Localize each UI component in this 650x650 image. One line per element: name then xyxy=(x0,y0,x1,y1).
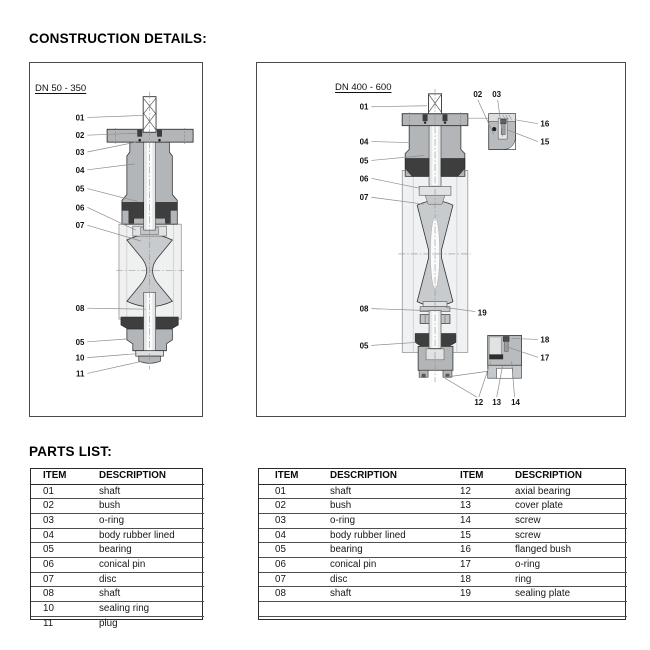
callout-label-05: 05 xyxy=(75,337,85,347)
detail-inset-top xyxy=(468,114,516,150)
callout-label-04: 04 xyxy=(75,165,85,175)
table-row xyxy=(259,602,627,617)
callout-label-08: 08 xyxy=(359,304,369,314)
callout-label-05: 05 xyxy=(359,341,369,351)
o-ring-detail xyxy=(492,127,496,131)
diagram-dn400-600 xyxy=(256,62,626,417)
description-cell: sealing plate xyxy=(499,587,627,602)
item-cell: 07 xyxy=(31,572,87,587)
item-cell xyxy=(444,602,499,617)
leader-line xyxy=(515,120,538,124)
table-row xyxy=(259,484,627,499)
item-cell: 18 xyxy=(444,572,499,587)
table-row xyxy=(31,513,204,528)
column-header: DESCRIPTION xyxy=(499,469,627,484)
description-cell: screw xyxy=(499,528,627,543)
item-cell: 07 xyxy=(259,572,314,587)
table-row xyxy=(31,499,204,514)
ring-detail xyxy=(503,336,509,341)
table-row xyxy=(259,543,627,558)
table-row xyxy=(31,528,204,543)
description-cell: o-ring xyxy=(87,513,204,528)
description-cell: shaft xyxy=(314,587,444,602)
dn-range-label: DN 400 - 600 xyxy=(335,82,392,93)
table-row xyxy=(259,513,627,528)
callout-label-16: 16 xyxy=(540,119,550,129)
item-cell: 11 xyxy=(43,617,54,629)
diagram-dn50-350 xyxy=(29,62,203,417)
header-row xyxy=(31,469,204,484)
valve-drawing-dn400-600 xyxy=(257,63,625,416)
item-cell: 08 xyxy=(259,587,314,602)
callout-label-11: 11 xyxy=(76,369,85,379)
callout-label-05: 05 xyxy=(359,156,369,166)
description-cell: bush xyxy=(87,499,204,514)
description-cell: sealing ring xyxy=(87,602,204,617)
column-header: ITEM xyxy=(31,469,87,484)
callout-label-14: 14 xyxy=(511,398,520,408)
description-cell: flanged bush xyxy=(499,543,627,558)
item-cell: 06 xyxy=(31,558,87,573)
table-row xyxy=(31,572,204,587)
item-cell: 03 xyxy=(31,513,87,528)
item-cell: 06 xyxy=(259,558,314,573)
table-row xyxy=(259,499,627,514)
column-header: DESCRIPTION xyxy=(314,469,444,484)
description-cell: bearing xyxy=(87,543,204,558)
table-row xyxy=(31,558,204,573)
table-row xyxy=(31,484,204,499)
item-cell: 05 xyxy=(259,543,314,558)
column-header: DESCRIPTION xyxy=(87,469,204,484)
description-cell: conical pin xyxy=(87,558,204,573)
callout-label-19: 19 xyxy=(477,308,487,318)
item-cell: 13 xyxy=(444,499,499,514)
leader-line xyxy=(87,354,136,358)
description-cell: shaft xyxy=(314,484,444,499)
description-cell xyxy=(314,616,444,630)
table-row xyxy=(31,587,204,602)
parts-table-dn50-350 xyxy=(30,468,203,629)
parts-table-dn400-600 xyxy=(258,468,626,620)
description-cell: shaft xyxy=(87,587,204,602)
callout-label-01: 01 xyxy=(75,113,85,123)
callout-label-07: 07 xyxy=(359,193,369,203)
item-cell: 08 xyxy=(31,587,87,602)
callout-label-08: 08 xyxy=(75,304,85,314)
item-cell: 10 xyxy=(31,602,87,617)
item-cell: 12 xyxy=(444,484,499,499)
description-cell: cover plate xyxy=(499,499,627,514)
item-cell xyxy=(444,616,499,630)
leader-line xyxy=(445,378,477,397)
callout-label-15: 15 xyxy=(540,137,550,147)
column-header: ITEM xyxy=(259,469,314,484)
construction-details-title: CONSTRUCTION DETAILS: xyxy=(29,31,207,46)
axial-bearing xyxy=(489,354,503,359)
table-row xyxy=(259,528,627,543)
callout-label-17: 17 xyxy=(540,353,550,363)
callout-label-02: 02 xyxy=(75,131,85,141)
description-cell: body rubber lined xyxy=(87,528,204,543)
callout-label-06: 06 xyxy=(359,174,369,184)
callout-label-04: 04 xyxy=(359,137,369,147)
item-cell: 14 xyxy=(444,513,499,528)
column-header: ITEM xyxy=(444,469,499,484)
callout-label-02: 02 xyxy=(473,89,483,99)
item-cell: 15 xyxy=(444,528,499,543)
description-cell: axial bearing xyxy=(499,484,627,499)
item-cell: 17 xyxy=(444,558,499,573)
callout-label-06: 06 xyxy=(75,203,85,213)
table-row xyxy=(259,616,627,630)
valve-drawing-dn50-350 xyxy=(30,63,202,416)
description-cell: ring xyxy=(499,572,627,587)
description-cell: body rubber lined xyxy=(314,528,444,543)
table-row xyxy=(259,558,627,573)
item-cell: 19 xyxy=(444,587,499,602)
leader-line xyxy=(87,362,140,374)
parts-list-title: PARTS LIST: xyxy=(29,444,112,459)
table-row xyxy=(259,572,627,587)
leader-line xyxy=(87,142,135,152)
callout-label-10: 10 xyxy=(75,353,85,363)
description-cell xyxy=(499,602,627,617)
item-cell: 04 xyxy=(31,528,87,543)
leader-line xyxy=(371,142,410,143)
description-cell: disc xyxy=(314,572,444,587)
item-cell: 16 xyxy=(444,543,499,558)
leader-line xyxy=(371,106,427,107)
item-cell xyxy=(259,616,314,630)
item-cell: 04 xyxy=(259,528,314,543)
callout-label-03: 03 xyxy=(75,147,85,157)
dn-range-label: DN 50 - 350 xyxy=(35,83,87,94)
description-cell: shaft xyxy=(87,484,204,499)
item-cell: 05 xyxy=(31,543,87,558)
callout-label-05: 05 xyxy=(75,184,85,194)
callout-label-12: 12 xyxy=(474,398,484,408)
table-row xyxy=(31,543,204,558)
callout-label-18: 18 xyxy=(540,335,550,345)
item-cell: 02 xyxy=(31,499,87,514)
item-cell: 03 xyxy=(259,513,314,528)
table-row xyxy=(259,587,627,602)
item-cell: 02 xyxy=(259,499,314,514)
leader-line xyxy=(87,339,128,342)
callout-label-03: 03 xyxy=(492,89,502,99)
bottom-cover xyxy=(418,346,453,377)
description-cell: disc xyxy=(87,572,204,587)
leader-line xyxy=(87,115,142,117)
item-cell xyxy=(259,602,314,617)
description-cell: o-ring xyxy=(499,558,627,573)
item-cell: 01 xyxy=(259,484,314,499)
description-cell: conical pin xyxy=(314,558,444,573)
header-row xyxy=(259,469,627,484)
callout-label-01: 01 xyxy=(359,102,369,112)
table-row xyxy=(31,602,204,617)
description-cell xyxy=(499,616,627,630)
table-row xyxy=(31,616,204,630)
leader-line xyxy=(479,361,491,397)
description-cell: screw xyxy=(499,513,627,528)
description-cell: bush xyxy=(314,499,444,514)
description-cell: o-ring xyxy=(314,513,444,528)
callout-label-13: 13 xyxy=(492,398,502,408)
item-cell: 01 xyxy=(31,484,87,499)
callout-label-07: 07 xyxy=(75,221,85,231)
description-cell: plug xyxy=(99,617,118,629)
description-cell xyxy=(314,602,444,617)
description-cell: bearing xyxy=(314,543,444,558)
